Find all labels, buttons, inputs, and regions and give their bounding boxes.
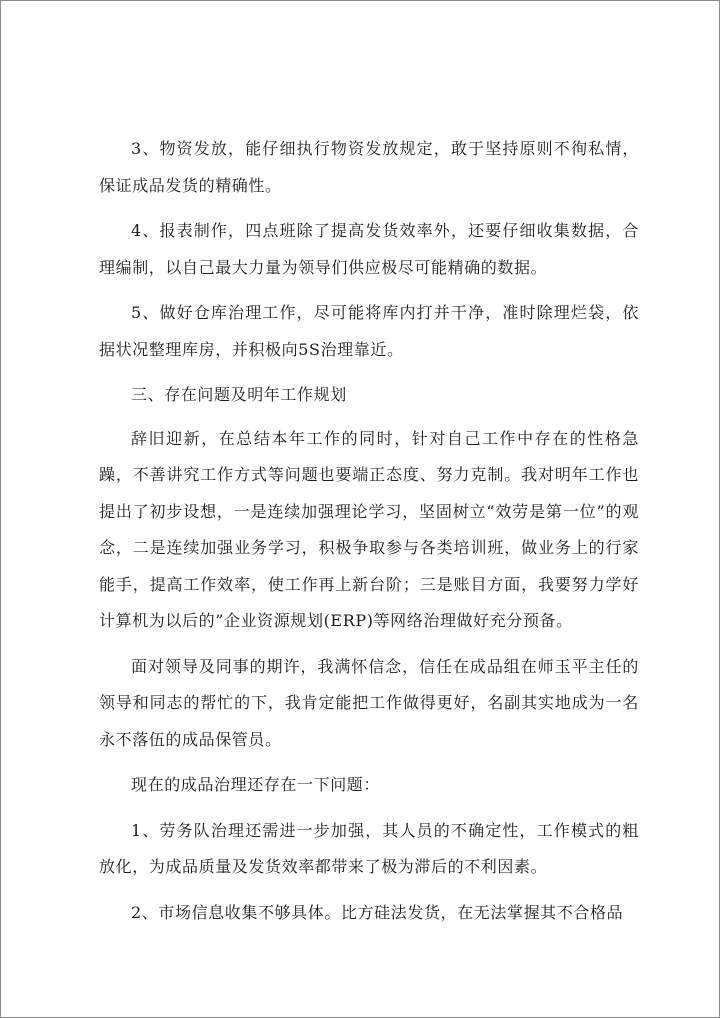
paragraph-item-5-warehouse-management: 5、做好仓库治理工作，尽可能将库内打并干净，准时除理烂袋，依据状况整理库房，并积极向5S治理靠近。 (99, 303, 639, 359)
paragraph-current-problems-intro: 现在的成品治理还存在一下问题： (131, 775, 381, 794)
paragraph-item-4-report-making: 4、报表制作，四点班除了提高发货效率外，还要仔细收集数据，合理编制，以自己最大力量为领导们供应极尽可能精确的数据。 (99, 221, 639, 277)
paragraph-expectations: 面对领导及同事的期许，我满怀信念，信任在成品组在师玉平主任的领导和同志的帮忙的下，我肯定能把工作做得更好，名副其实地成为一名永不落伍的成品保管员。 (99, 656, 639, 749)
document-body (99, 131, 639, 940)
paragraph-item-3-material-distribution: 3、物资发放，能仔细执行物资发放规定，敢于坚持原则不徇私情，保证成品发货的精确性。 (99, 139, 639, 195)
section-heading-problems-and-plan: 三、存在问题及明年工作规划 (131, 385, 347, 404)
paragraph-problem-1-labor-team: 1、劳务队治理还需进一步加强，其人员的不确定性，工作模式的粗放化，为成品质量及发货效率都带来了极为滞后的不利因素。 (99, 820, 639, 876)
paragraph-problem-2-market-info: 2、市场信息收集不够具体。比方硅法发货，在无法掌握其不合格品 (131, 902, 624, 922)
paragraph-next-year-plan: 辞旧迎新，在总结本年工作的同时，针对自己工作中存在的性格急躁，不善讲究工作方式等问题也要端正态度、努力克制。我对明年工作也提出了初步设想，一是连续加强理论学习，坚固树立“效劳是第一位”的观念，二是连续加强业务学习，积极争取参与各类培训班，做业务上的行家能手，提高工作效率，使工作再上新台阶；三是账目方面，我要努力学好计算机为以后的”企业资源规划(ERP)等网络治理做好充分预备。 (99, 428, 639, 630)
